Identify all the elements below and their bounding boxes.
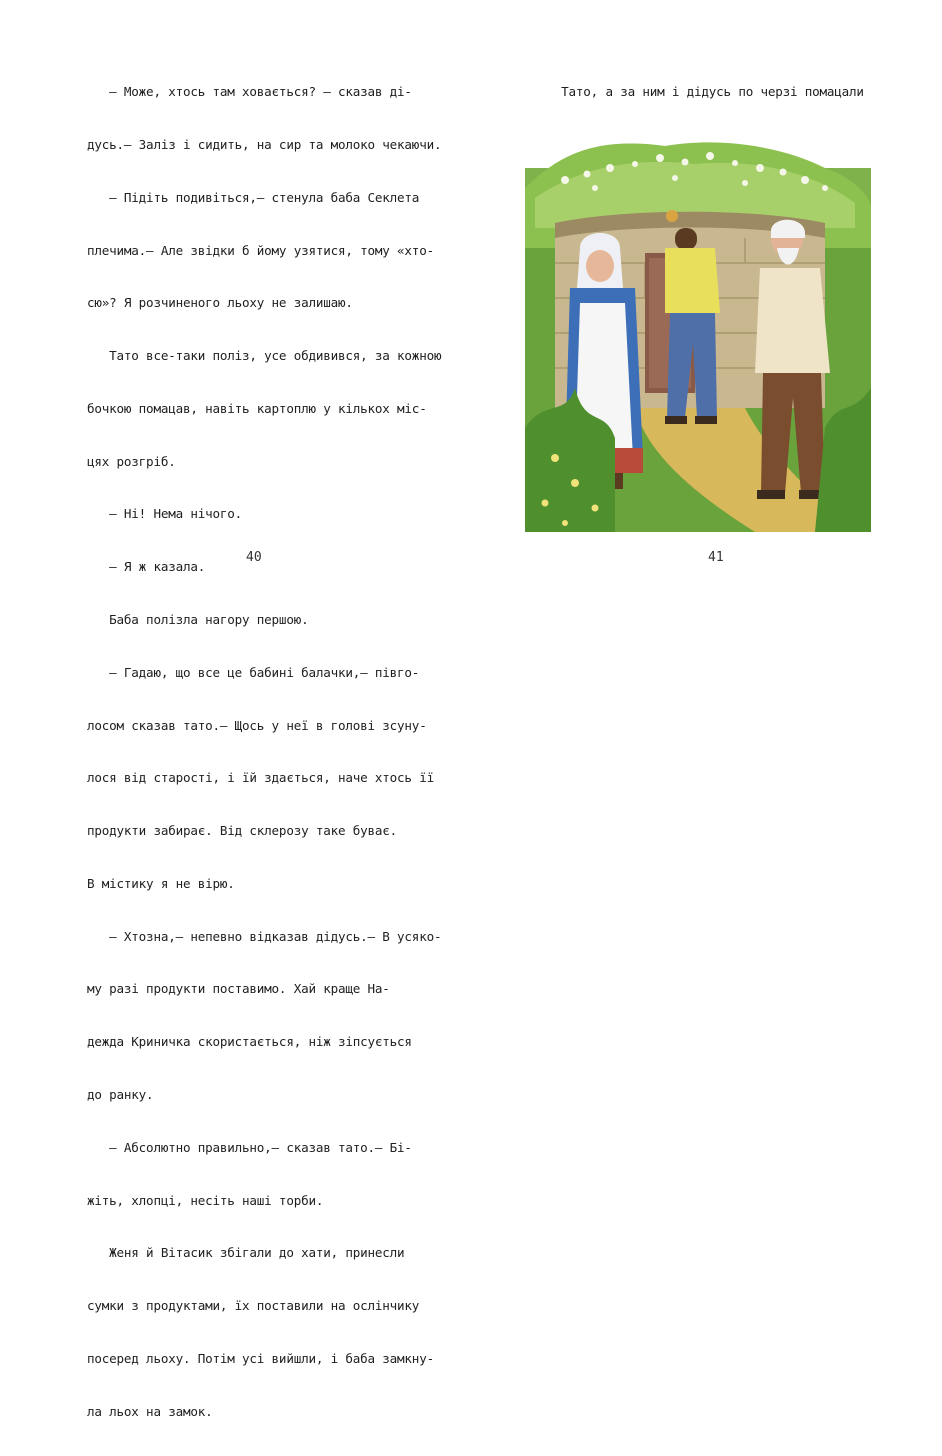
cellar-illustration xyxy=(525,128,871,532)
text-line: Баба полізла нагору першою. xyxy=(87,612,309,627)
text-line: Тато все-таки поліз, усе обдивився, за кожною xyxy=(87,348,442,364)
text-line: Тато, а за ним і дідусь по черзі помацали xyxy=(539,84,864,100)
text-line: — Ні! Нема нічого. xyxy=(87,506,243,522)
right-page xyxy=(471,0,942,600)
text-line: Женя й Вітасик збігали до хати, принесли xyxy=(87,1245,405,1261)
text-line: бочкою помацав, навіть картоплю у кількох міс- xyxy=(87,400,427,416)
text-line: — Хтозна,— непевно відказав дідусь.— В усяко- xyxy=(87,928,442,944)
left-page xyxy=(0,0,471,1419)
text-line: до ранку. xyxy=(87,1087,154,1103)
left-page-text xyxy=(87,48,441,1456)
page-number-right: 41 xyxy=(708,550,724,565)
page-number-left: 40 xyxy=(246,550,262,565)
text-line: — Підіть подивіться,— стенула баба Секлета xyxy=(87,189,420,205)
text-line: сумки з продуктами, їх поставили на ослінчику xyxy=(87,1298,420,1314)
text-line: му разі продукти поставимо. Хай краще На- xyxy=(87,981,390,997)
text-line: лося від старості, і їй здається, наче хтось її xyxy=(87,770,434,786)
text-line: дежда Криничка скористається, ніж зіпсується xyxy=(87,1034,412,1050)
text-line: цях розгріб. xyxy=(87,453,176,469)
text-line: лосом сказав тато.— Щось у неї в голові зсуну- xyxy=(87,717,427,733)
text-line: ла льох на замок. xyxy=(87,1403,213,1419)
text-line: — Гадаю, що все це бабині балачки,— півго- xyxy=(87,664,420,680)
text-line: продукти забирає. Від склерозу таке буває. xyxy=(87,823,398,839)
text-line: плечима.— Але звідки б йому узятися, тому «хто- xyxy=(87,242,434,258)
lamp xyxy=(666,210,678,222)
text-line: жіть, хлопці, несіть наші торби. xyxy=(87,1192,324,1208)
text-line: сю»? Я розчиненого льоху не залишаю. xyxy=(87,295,353,311)
text-line: — Абсолютно правильно,— сказав тато.— Бі- xyxy=(87,1139,412,1155)
text-line: В містику я не вірю. xyxy=(87,875,235,891)
text-line: — Може, хтось там ховається? — сказав ді- xyxy=(87,84,412,100)
text-line: посеред льоху. Потім усі вийшли, і баба замкну- xyxy=(87,1350,434,1366)
text-line: — Я ж казала. xyxy=(87,559,206,575)
text-line: дусь.— Заліз і сидить, на сир та молоко чекаючи. xyxy=(87,136,442,152)
